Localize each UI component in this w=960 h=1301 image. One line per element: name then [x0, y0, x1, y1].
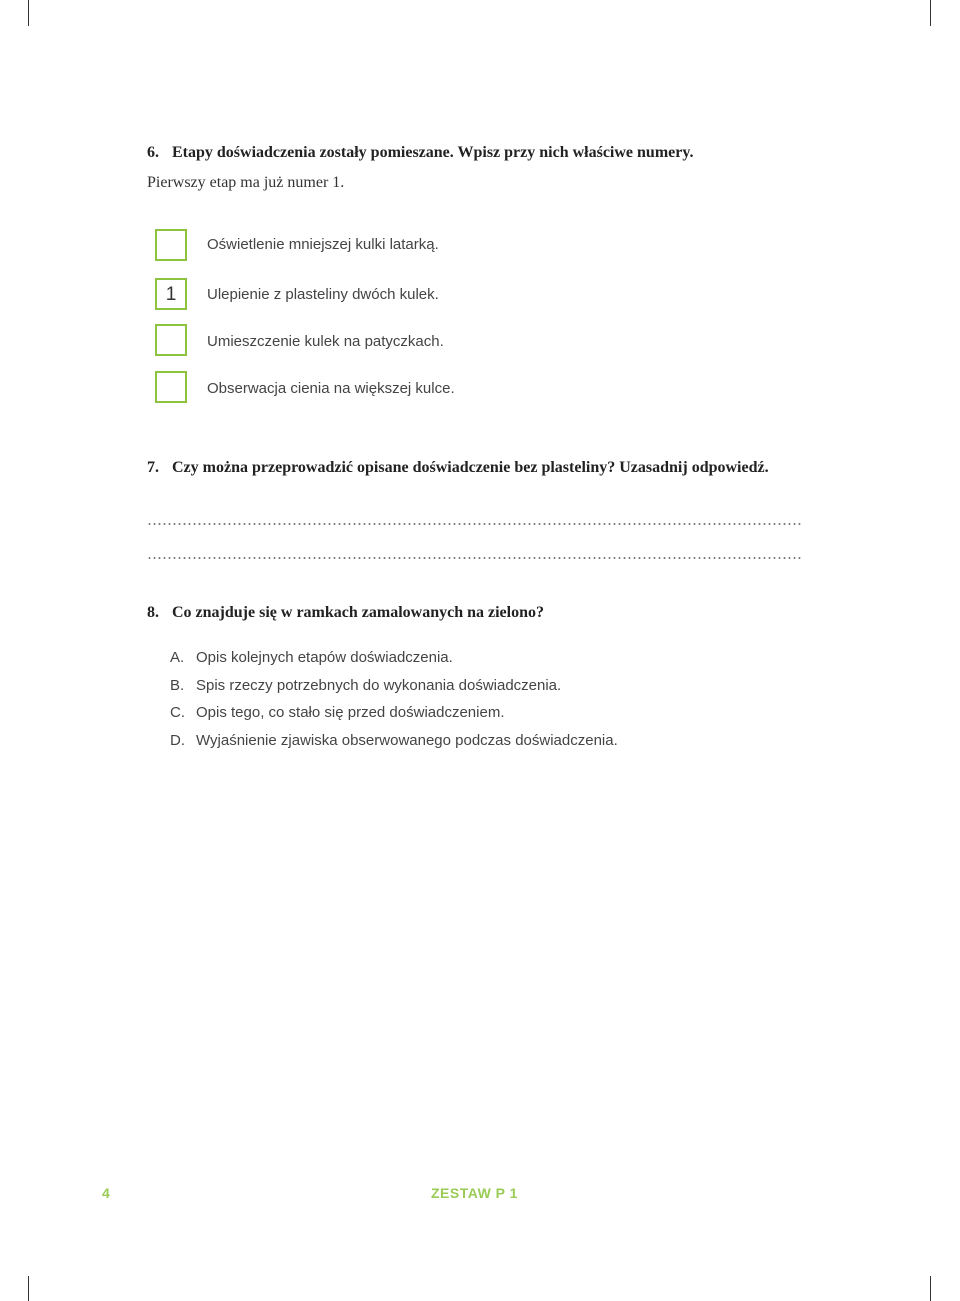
question-8-title	[147, 604, 544, 622]
question-7-number: 7.	[147, 459, 159, 476]
option-c-text: Opis tego, co stało się przed doświadczeniem.	[196, 704, 505, 721]
step-number-box-3[interactable]	[155, 324, 187, 356]
crop-mark-bottom-right	[930, 1276, 931, 1301]
option-b-letter: B.	[170, 677, 185, 694]
option-d-letter: D.	[170, 732, 185, 749]
answer-line-2[interactable]	[147, 557, 803, 559]
option-a-text: Opis kolejnych etapów doświadczenia.	[196, 649, 453, 666]
crop-mark-bottom-left	[28, 1276, 29, 1301]
question-8-number: 8.	[147, 604, 159, 621]
question-7-title	[147, 459, 769, 477]
option-c[interactable]	[170, 704, 505, 721]
step-label-1: Oświetlenie mniejszej kulki latarką.	[207, 236, 439, 253]
question-6-number: 6.	[147, 144, 159, 161]
step-label-2: Ulepienie z plasteliny dwóch kulek.	[207, 286, 439, 303]
option-b-text: Spis rzeczy potrzebnych do wykonania doświadczenia.	[196, 677, 562, 694]
step-label-4: Obserwacja cienia na większej kulce.	[207, 380, 455, 397]
page-number: 4	[102, 1185, 110, 1201]
answer-line-1[interactable]	[147, 523, 803, 525]
crop-mark-top-right	[930, 0, 931, 26]
step-number-box-1[interactable]	[155, 229, 187, 261]
crop-mark-top-left	[28, 0, 29, 26]
question-8-text: Co znajduje się w ramkach zamalowanych na zielono?	[172, 604, 544, 621]
question-6-intro: Pierwszy etap ma już numer 1.	[147, 174, 345, 191]
option-b[interactable]	[170, 677, 561, 694]
step-number-box-2[interactable]: 1	[155, 278, 187, 310]
step-number-box-4[interactable]	[155, 371, 187, 403]
option-a-letter: A.	[170, 649, 185, 666]
question-6-text: Etapy doświadczenia zostały pomieszane. Wpisz przy nich właściwe numery.	[172, 144, 694, 161]
step-label-3: Umieszczenie kulek na patyczkach.	[207, 333, 444, 350]
option-d[interactable]	[170, 732, 618, 749]
option-d-text: Wyjaśnienie zjawiska obserwowanego podczas doświadczenia.	[196, 732, 618, 749]
option-a[interactable]	[170, 649, 453, 666]
option-c-letter: C.	[170, 704, 185, 721]
question-7-text: Czy można przeprowadzić opisane doświadczenie bez plasteliny? Uzasadnij odpowiedź.	[172, 459, 769, 476]
question-6-title	[147, 144, 693, 162]
footer-title: ZESTAW P 1	[431, 1185, 518, 1201]
